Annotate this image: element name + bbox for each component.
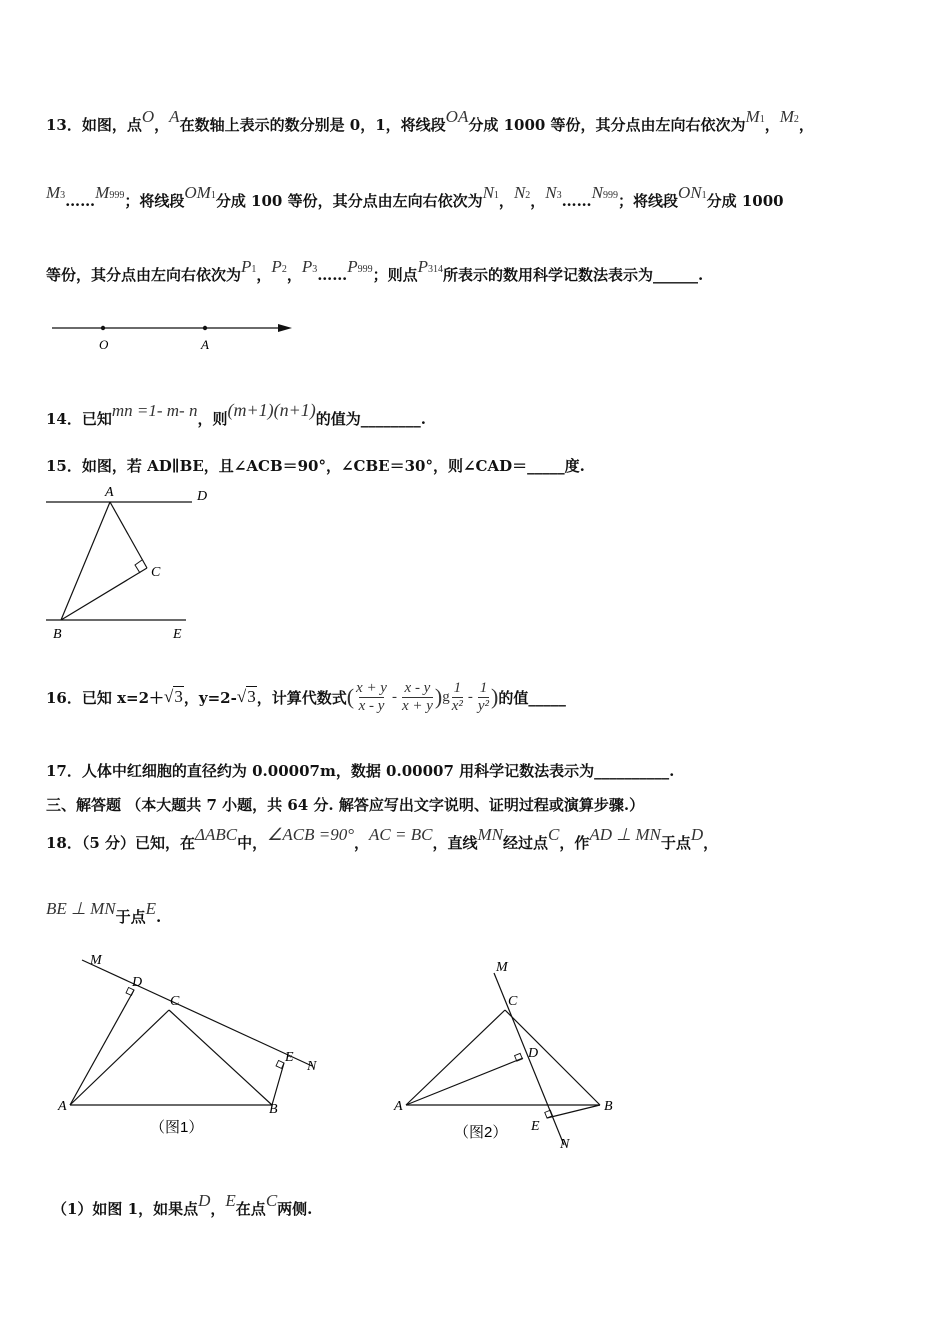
label-C: C <box>508 994 518 1009</box>
math-ON1: ON1 <box>678 183 707 202</box>
segment-AC <box>110 502 147 568</box>
figure1-caption: （图1） <box>150 1119 204 1136</box>
section-header: 三、解答题 （本大题共 7 小题，共 64 分. 解答应写出文字说明、证明过程或演算步骤.） <box>46 796 645 814</box>
number-line-figure <box>48 315 298 355</box>
q18-figure1 <box>52 948 342 1148</box>
q18-text: 经过点 <box>502 834 548 852</box>
sep: ， <box>498 192 514 210</box>
segment-CB <box>505 1010 600 1105</box>
segment-BE <box>272 1063 284 1105</box>
q13-text: 等份，其分点由左向右依次为 <box>46 266 242 284</box>
dots: …… <box>317 266 348 284</box>
q14-text: 14．已知 <box>46 410 112 428</box>
math-M3: M3 <box>46 183 66 202</box>
math-M2: M2 <box>779 107 799 126</box>
q15-figure <box>44 482 224 644</box>
sep: ， <box>210 1200 226 1218</box>
math-D: D <box>690 825 704 844</box>
math-D: D <box>198 1191 211 1210</box>
segment-AB <box>61 502 110 620</box>
q16-expression: ( x + y x - y - x - y x + y ) g 1 x² - 1 y² ) <box>346 679 499 714</box>
math-N2: N2 <box>513 183 531 202</box>
q13-line1 <box>46 107 814 135</box>
arrow-head <box>278 324 292 332</box>
label-O: O <box>99 337 109 352</box>
point-O <box>101 326 105 330</box>
q16-text: 的值_____ <box>498 688 566 707</box>
q13-text: 在数轴上表示的数分别是 0，1，将线段 <box>179 116 446 134</box>
math-eq: AC = BC <box>369 825 433 844</box>
math-P314: P314 <box>417 257 444 276</box>
q18-text: 18．（5 分）已知，在 <box>46 834 196 852</box>
math-A: A <box>169 107 180 126</box>
q13-line2 <box>46 183 784 211</box>
label-B: B <box>604 1099 613 1114</box>
q16-text: ，计算代数式 <box>256 688 347 707</box>
q14-text: ，则 <box>197 410 228 428</box>
label-C: C <box>151 565 161 580</box>
math-P999: P999 <box>347 257 373 276</box>
q18-text: . <box>155 908 162 926</box>
label-A: A <box>58 1099 67 1114</box>
label-B: B <box>269 1102 278 1117</box>
math-E: E <box>225 1191 236 1210</box>
segment-AC <box>406 1010 505 1105</box>
sep: ， <box>256 266 272 284</box>
math-N3: N3 <box>545 183 562 202</box>
segment-AD <box>70 990 134 1105</box>
sqrt-3-b: √3 <box>236 687 256 706</box>
label-A: A <box>394 1099 403 1114</box>
math-P3: P3 <box>301 257 318 276</box>
segment-BE <box>547 1105 600 1118</box>
label-E: E <box>285 1050 294 1065</box>
q13-text: ；将线段 <box>617 192 678 210</box>
line-MN <box>82 960 312 1066</box>
math-OM1: OM1 <box>184 183 216 202</box>
q13-text: 13．如图，点 <box>46 116 142 134</box>
label-B: B <box>53 627 62 642</box>
math-perp-AD: AD ⊥ MN <box>589 825 661 844</box>
figure2-caption: （图2） <box>454 1124 508 1141</box>
q16-text: ，y=2- <box>183 688 237 707</box>
q13-text: 分成 100 等份，其分点由左向右依次为 <box>215 192 483 210</box>
q18-text: ，作 <box>559 834 590 852</box>
sep: ， <box>286 266 302 284</box>
segment-AD <box>406 1058 523 1105</box>
segment-AC <box>70 1010 169 1105</box>
q18-line1 <box>46 825 719 853</box>
q13-text: ；将线段 <box>124 192 185 210</box>
math-E: E <box>145 899 156 918</box>
q17: 17．人体中红细胞的直径约为 0.00007m，数据 0.00007 用科学记数法表示为__________. <box>46 762 675 780</box>
label-A: A <box>105 485 114 500</box>
math-M1: M1 <box>745 107 765 126</box>
dots: …… <box>65 192 96 210</box>
math-OA: OA <box>445 107 469 126</box>
sqrt-3-a: √3 <box>164 687 183 706</box>
math-C: C <box>265 1191 278 1210</box>
sub1-text: 两侧. <box>277 1200 313 1218</box>
q13-text: ；则点 <box>372 266 418 284</box>
sub1-text: （1）如图 1，如果点 <box>52 1200 199 1218</box>
q18-text: 于点 <box>115 908 146 926</box>
math-C: C <box>548 825 560 844</box>
q16 <box>46 672 566 722</box>
math-N999: N999 <box>591 183 618 202</box>
math-P1: P1 <box>241 257 257 276</box>
math-MN: MN <box>477 825 503 844</box>
point-A <box>203 326 207 330</box>
math-M999: M999 <box>95 183 125 202</box>
q18-sub1 <box>52 1191 313 1219</box>
math-O: O <box>141 107 155 126</box>
label-A: A <box>201 337 209 352</box>
q18-text: 中， <box>237 834 268 852</box>
math-N1: N1 <box>482 183 499 202</box>
q16-text: 16．已知 x=2＋ <box>46 688 165 707</box>
sep: ， <box>354 834 370 852</box>
dots: …… <box>561 192 592 210</box>
label-N: N <box>307 1059 317 1074</box>
label-D: D <box>132 975 143 990</box>
math-triangle: ΔABC <box>195 825 238 844</box>
label-C: C <box>170 994 180 1009</box>
q13-text: 分成 1000 等份，其分点由左向右依次为 <box>468 116 746 134</box>
segment-CB <box>61 568 147 620</box>
q13-text: 所表示的数用科学记数法表示为______. <box>443 266 704 284</box>
q15: 15．如图，若 AD∥BE，且∠ACB＝90°，∠CBE＝30°，则∠CAD＝_____度. <box>46 457 585 475</box>
sep: ， <box>154 116 170 134</box>
sep: ， <box>764 116 780 134</box>
label-E: E <box>173 627 182 642</box>
q14-expr: mn =1- m- n <box>111 401 198 420</box>
math-angle: ∠ACB =90° <box>267 825 355 844</box>
sep: ， <box>530 192 546 210</box>
q18-text: ，直线 <box>432 834 478 852</box>
label-N: N <box>560 1137 570 1152</box>
q14 <box>46 400 427 429</box>
q18-figure2 <box>388 955 638 1155</box>
sub1-text: 在点 <box>235 1200 266 1218</box>
label-M: M <box>90 953 102 968</box>
sep: ， <box>798 116 814 134</box>
label-D: D <box>197 489 208 504</box>
math-P2: P2 <box>271 257 287 276</box>
q14-expr2: (m+1)(n+1) <box>227 400 316 420</box>
math-perp-BE: BE ⊥ MN <box>46 899 116 918</box>
q14-text: 的值为________. <box>315 410 427 428</box>
label-D: D <box>528 1046 539 1061</box>
q18-line2 <box>46 899 162 927</box>
label-M: M <box>496 960 508 975</box>
q13-text: 分成 1000 <box>706 192 784 210</box>
label-E: E <box>531 1119 540 1134</box>
q13-line3 <box>46 257 704 285</box>
q18-text: ， <box>703 834 719 852</box>
q18-text: 于点 <box>660 834 691 852</box>
